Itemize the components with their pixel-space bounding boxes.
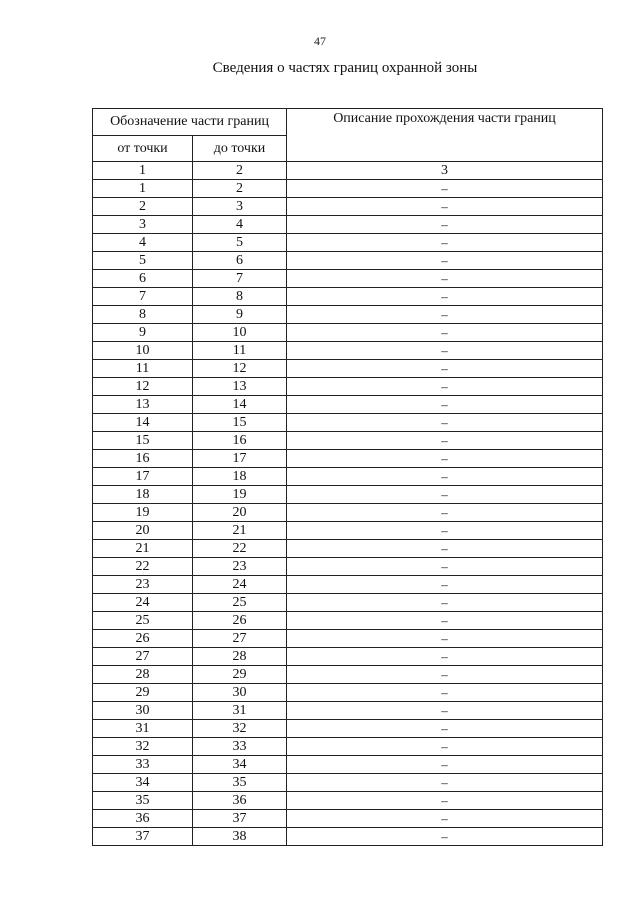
cell-to-point: 34	[193, 756, 287, 774]
cell-to-point: 17	[193, 450, 287, 468]
cell-description: –	[287, 306, 603, 324]
table-row	[93, 396, 603, 414]
table-row	[93, 432, 603, 450]
cell-from-point: 23	[93, 576, 193, 594]
cell-to-point: 30	[193, 684, 287, 702]
table-row	[93, 342, 603, 360]
cell-description: –	[287, 648, 603, 666]
cell-description: –	[287, 396, 603, 414]
table-row	[93, 414, 603, 432]
cell-to-point: 16	[193, 432, 287, 450]
cell-description: –	[287, 450, 603, 468]
page-number: 47	[314, 34, 326, 48]
cell-description: –	[287, 180, 603, 198]
cell-from-point: 28	[93, 666, 193, 684]
cell-to-point: 22	[193, 540, 287, 558]
cell-from-point: 4	[93, 234, 193, 252]
table-row	[93, 828, 603, 846]
boundary-parts-table	[92, 108, 603, 846]
table-row	[93, 504, 603, 522]
cell-from-point: 33	[93, 756, 193, 774]
cell-description: –	[287, 720, 603, 738]
cell-description: –	[287, 756, 603, 774]
cell-description: –	[287, 576, 603, 594]
cell-to-point: 18	[193, 468, 287, 486]
cell-description: –	[287, 486, 603, 504]
cell-to-point: 35	[193, 774, 287, 792]
cell-to-point: 3	[193, 198, 287, 216]
cell-from-point: 30	[93, 702, 193, 720]
table-row	[93, 702, 603, 720]
cell-from-point: 2	[93, 198, 193, 216]
cell-from-point: 6	[93, 270, 193, 288]
cell-to-point: 37	[193, 810, 287, 828]
cell-from-point: 31	[93, 720, 193, 738]
document-title: Сведения о частях границ охранной зоны	[212, 60, 478, 76]
table-row	[93, 666, 603, 684]
cell-description: –	[287, 792, 603, 810]
cell-description: –	[287, 810, 603, 828]
table-row	[93, 162, 603, 180]
table-body	[93, 162, 603, 846]
header-from-point: от точки	[93, 136, 193, 162]
cell-to-point: 27	[193, 630, 287, 648]
cell-description: –	[287, 594, 603, 612]
cell-from-point: 11	[93, 360, 193, 378]
cell-description: –	[287, 522, 603, 540]
table-row	[93, 306, 603, 324]
cell-description: –	[287, 504, 603, 522]
cell-from-point: 3	[93, 216, 193, 234]
table-row	[93, 468, 603, 486]
table-row	[93, 486, 603, 504]
table-row	[93, 216, 603, 234]
table-row	[93, 756, 603, 774]
cell-from-point: 22	[93, 558, 193, 576]
cell-description: –	[287, 360, 603, 378]
cell-description: –	[287, 234, 603, 252]
cell-description: –	[287, 540, 603, 558]
cell-description: –	[287, 630, 603, 648]
table-row	[93, 252, 603, 270]
cell-description: –	[287, 216, 603, 234]
cell-to-point: 38	[193, 828, 287, 846]
table-row	[93, 450, 603, 468]
cell-to-point: 19	[193, 486, 287, 504]
cell-description: –	[287, 738, 603, 756]
cell-to-point: 9	[193, 306, 287, 324]
cell-to-point: 4	[193, 216, 287, 234]
cell-from-point: 19	[93, 504, 193, 522]
header-boundary-description: Описание прохождения части границ	[287, 109, 603, 162]
table-row	[93, 612, 603, 630]
header-to-point: до точки	[193, 136, 287, 162]
cell-to-point: 23	[193, 558, 287, 576]
cell-to-point: 14	[193, 396, 287, 414]
cell-description: –	[287, 702, 603, 720]
cell-description: –	[287, 558, 603, 576]
cell-to-point: 31	[193, 702, 287, 720]
cell-to-point: 36	[193, 792, 287, 810]
cell-description: –	[287, 414, 603, 432]
cell-description: –	[287, 288, 603, 306]
table-row	[93, 684, 603, 702]
cell-from-point: 36	[93, 810, 193, 828]
cell-description: –	[287, 432, 603, 450]
table-row	[93, 648, 603, 666]
cell-description: 3	[287, 162, 603, 180]
cell-from-point: 18	[93, 486, 193, 504]
table-row	[93, 360, 603, 378]
table-row	[93, 558, 603, 576]
cell-description: –	[287, 666, 603, 684]
cell-from-point: 16	[93, 450, 193, 468]
cell-description: –	[287, 270, 603, 288]
cell-to-point: 24	[193, 576, 287, 594]
cell-from-point: 1	[93, 180, 193, 198]
cell-to-point: 32	[193, 720, 287, 738]
table-row	[93, 234, 603, 252]
cell-to-point: 28	[193, 648, 287, 666]
cell-from-point: 14	[93, 414, 193, 432]
cell-description: –	[287, 684, 603, 702]
cell-to-point: 13	[193, 378, 287, 396]
cell-from-point: 20	[93, 522, 193, 540]
cell-to-point: 20	[193, 504, 287, 522]
cell-description: –	[287, 198, 603, 216]
table-row	[93, 630, 603, 648]
cell-from-point: 15	[93, 432, 193, 450]
cell-to-point: 29	[193, 666, 287, 684]
table-header	[93, 109, 603, 162]
cell-from-point: 13	[93, 396, 193, 414]
cell-to-point: 21	[193, 522, 287, 540]
cell-to-point: 7	[193, 270, 287, 288]
cell-description: –	[287, 468, 603, 486]
cell-from-point: 21	[93, 540, 193, 558]
cell-description: –	[287, 324, 603, 342]
table-row	[93, 720, 603, 738]
cell-from-point: 5	[93, 252, 193, 270]
cell-from-point: 32	[93, 738, 193, 756]
cell-to-point: 10	[193, 324, 287, 342]
cell-from-point: 37	[93, 828, 193, 846]
cell-from-point: 7	[93, 288, 193, 306]
cell-from-point: 34	[93, 774, 193, 792]
cell-from-point: 1	[93, 162, 193, 180]
table-row	[93, 270, 603, 288]
table-row	[93, 522, 603, 540]
cell-to-point: 2	[193, 162, 287, 180]
cell-to-point: 6	[193, 252, 287, 270]
cell-from-point: 27	[93, 648, 193, 666]
cell-from-point: 12	[93, 378, 193, 396]
table-row	[93, 288, 603, 306]
cell-to-point: 12	[193, 360, 287, 378]
cell-to-point: 33	[193, 738, 287, 756]
cell-from-point: 9	[93, 324, 193, 342]
cell-from-point: 26	[93, 630, 193, 648]
cell-to-point: 2	[193, 180, 287, 198]
cell-from-point: 25	[93, 612, 193, 630]
table-row	[93, 324, 603, 342]
cell-from-point: 10	[93, 342, 193, 360]
table-row	[93, 738, 603, 756]
table-row	[93, 180, 603, 198]
cell-description: –	[287, 774, 603, 792]
table-row	[93, 792, 603, 810]
header-boundary-designation: Обозначение части границ	[93, 109, 287, 136]
cell-description: –	[287, 378, 603, 396]
table-row	[93, 774, 603, 792]
cell-from-point: 17	[93, 468, 193, 486]
cell-description: –	[287, 342, 603, 360]
cell-to-point: 15	[193, 414, 287, 432]
table-row	[93, 378, 603, 396]
cell-to-point: 8	[193, 288, 287, 306]
table-row	[93, 594, 603, 612]
cell-from-point: 29	[93, 684, 193, 702]
table-row	[93, 198, 603, 216]
cell-to-point: 26	[193, 612, 287, 630]
cell-to-point: 25	[193, 594, 287, 612]
cell-description: –	[287, 252, 603, 270]
cell-to-point: 5	[193, 234, 287, 252]
cell-description: –	[287, 612, 603, 630]
table-row	[93, 576, 603, 594]
table-row	[93, 810, 603, 828]
cell-from-point: 24	[93, 594, 193, 612]
cell-description: –	[287, 828, 603, 846]
cell-from-point: 35	[93, 792, 193, 810]
table-row	[93, 540, 603, 558]
cell-from-point: 8	[93, 306, 193, 324]
cell-to-point: 11	[193, 342, 287, 360]
